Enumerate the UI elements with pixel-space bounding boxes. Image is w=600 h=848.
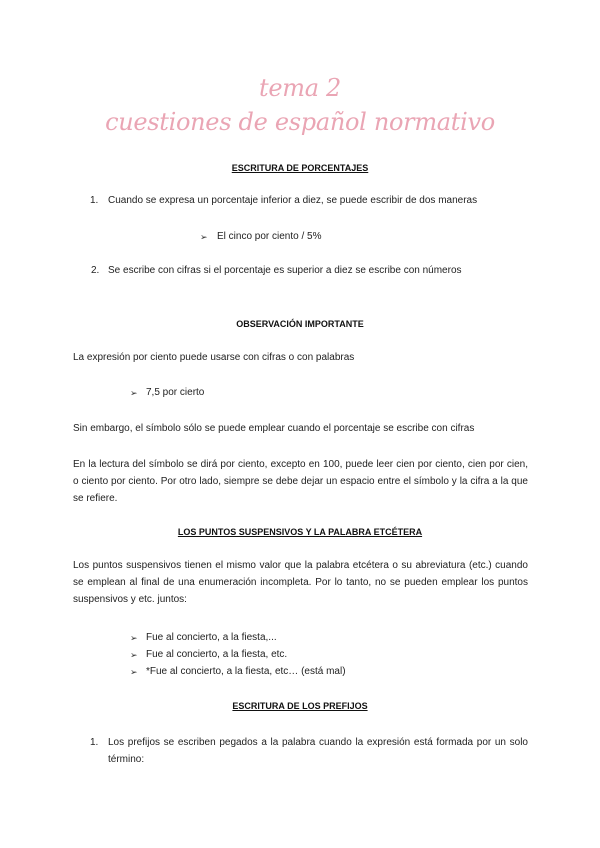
title-line-2: cuestiones de español normativo [105,108,495,136]
list-item: Fue al concierto, a la fiesta,... [146,632,277,643]
heading-prefijos: ESCRITURA DE LOS PREFIJOS [232,701,368,711]
heading-observacion: OBSERVACIÓN IMPORTANTE [236,319,364,329]
list-item: El cinco por ciento / 5% [217,231,322,242]
paragraph: Los puntos suspensivos tienen el mismo valor que la palabra etcétera o su abreviatura (etc.) cuando se emplean al final de una enumeración incompleta. Por lo tanto, no se pueden emplear los puntos suspensivos y etc. juntos: [73,560,528,605]
item-number: 1. [90,737,99,748]
arrow-bullet-icon: ➢ [200,232,208,242]
list-item: *Fue al concierto, a la fiesta, etc… (está mal) [146,666,346,677]
paragraph: En la lectura del símbolo se dirá por ciento, excepto en 100, puede leer cien por ciento, cien por cien, o ciento por ciento. Por otro lado, siempre se debe dejar un espacio entre el símbolo y la cifra a la que se refiere. [73,459,528,504]
arrow-bullet-icon: ➢ [130,667,138,677]
arrow-bullet-icon: ➢ [130,633,138,643]
item-number: 1. [90,195,99,206]
arrow-bullet-icon: ➢ [130,650,138,660]
title-line-1: tema 2 [258,74,341,102]
paragraph: Sin embargo, el símbolo sólo se puede emplear cuando el porcentaje se escribe con cifras [73,423,475,434]
list-item: 7,5 por cierto [146,387,205,398]
arrow-bullet-icon: ➢ [130,388,138,398]
item-number: 2. [91,265,100,276]
paragraph: La expresión por ciento puede usarse con cifras o con palabras [73,352,355,363]
list-item: Fue al concierto, a la fiesta, etc. [146,649,288,660]
list-item: Los prefijos se escriben pegados a la palabra cuando la expresión está formada por un solo término: [108,737,528,765]
list-item: Se escribe con cifras si el porcentaje es superior a diez se escribe con números [108,265,462,276]
heading-suspensivos: LOS PUNTOS SUSPENSIVOS Y LA PALABRA ETCÉTERA [177,527,423,537]
list-item: Cuando se expresa un porcentaje inferior a diez, se puede escribir de dos maneras [108,195,478,206]
heading-porcentajes: ESCRITURA DE PORCENTAJES [231,163,369,173]
